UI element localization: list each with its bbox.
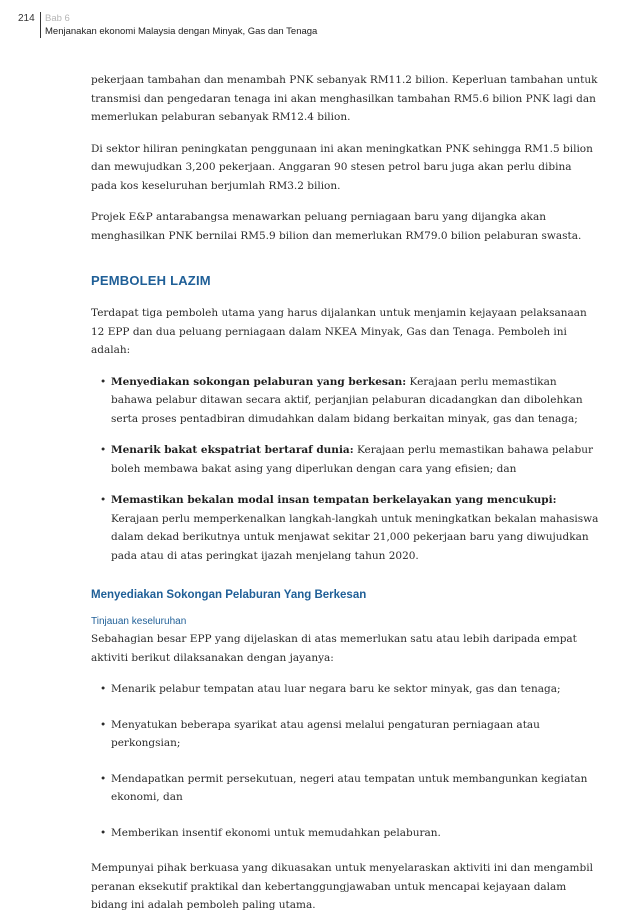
section-heading-pemboleh-lazim: PEMBOLEH LAZIM [91, 273, 211, 288]
paragraph-intro-1: pekerjaan tambahan dan menambah PNK sebanyak RM11.2 bilion. Keperluan tambahan untuk transmisi dan pengedaran tenaga ini akan menghasilkan tambahan RM5.6 bilion PNK lagi dan memerlukan pelaburan sebanyak RM12.4 bilion. [91, 74, 598, 123]
header-text [45, 12, 317, 38]
list-item [91, 491, 599, 565]
list-item [91, 441, 599, 478]
chapter-label: Bab 6 [45, 13, 70, 24]
activities-list [91, 680, 599, 842]
page-header [18, 12, 317, 38]
subheading-tinjauan: Tinjauan keseluruhan [91, 616, 187, 627]
list-item [91, 373, 599, 429]
bullet-text: Kerajaan perlu memperkenalkan langkah-langkah untuk meningkatkan bekalan mahasiswa dalam dekad berikutnya untuk menjawat sekitar 21,000 pekerjaan baru yang diwujudkan pada atau di atas peringkat ijazah menjelang tahun 2020. [111, 512, 599, 562]
list-item: • Menarik pelabur tempatan atau luar negara baru ke sektor minyak, gas dan tenaga; [91, 680, 599, 699]
bullet-bold-lead: Memastikan bekalan modal insan tempatan berkelayakan yang mencukupi: [111, 494, 557, 506]
bullet-text: Kerajaan perlu memastikan bahawa pelabur boleh membawa bakat asing yang diperlukan dengan cara yang efisien; dan [111, 444, 594, 475]
section2-closing: Mempunyai pihak berkuasa yang dikuasakan untuk menyelaraskan aktiviti ini dan mengambil peranan eksekutif praktikal dan kebertanggungjawaban untuk mencapai kejayaan dalam bidang ini adalah pemboleh paling utama. [91, 862, 593, 911]
list-item: • Mendapatkan permit persekutuan, negeri atau tempatan untuk membangunkan kegiatan ekonomi, dan [91, 770, 599, 807]
bullet-text: Kerajaan perlu memastikan bahawa pelabur ditawan secara aktif, perjanjian pelaburan dicadangkan dan dibolehkan serta proses pentadbiran dimudahkan dalam bidang berkaitan minyak, gas dan tenaga; [111, 375, 583, 425]
bullet-bold-lead: Menyediakan sokongan pelaburan yang berkesan: [111, 375, 407, 388]
list-item: • Memberikan insentif ekonomi untuk memudahkan pelaburan. [91, 824, 599, 843]
section-heading-sokongan-pelaburan: Menyediakan Sokongan Pelaburan Yang Berkesan [91, 589, 367, 601]
list-item: • Menyatukan beberapa syarikat atau agensi melalui pengaturan perniagaan atau perkongsian; [91, 716, 599, 753]
enablers-list [91, 373, 599, 566]
header-divider [40, 12, 41, 38]
bullet-bold-lead: Menarik bakat ekspatriat bertaraf dunia: [111, 444, 354, 456]
page-number: 214 [18, 13, 35, 24]
section1-intro: Terdapat tiga pemboleh utama yang harus dijalankan untuk menjamin kejayaan pelaksanaan 12 EPP dan dua peluang perniagaan dalam NKEA Minyak, Gas dan Tenaga. Pemboleh ini adalah: [91, 307, 587, 356]
paragraph-intro-2: Di sektor hiliran peningkatan penggunaan ini akan meningkatkan PNK sehingga RM1.5 bilion dan mewujudkan 3,200 pekerjaan. Anggaran 90 stesen petrol baru juga akan perlu dibina pada kos keseluruhan berjumlah RM3.2 bilion. [91, 142, 593, 192]
page-content [91, 71, 599, 915]
chapter-title: Menjanakan ekonomi Malaysia dengan Minyak, Gas dan Tenaga [45, 26, 318, 37]
section2-intro: Sebahagian besar EPP yang dijelaskan di atas memerlukan satu atau lebih daripada empat aktiviti berikut dilaksanakan dengan jayanya: [91, 633, 577, 664]
paragraph-intro-3: Projek E&P antarabangsa menawarkan peluang perniagaan baru yang dijangka akan menghasilkan PNK bernilai RM5.9 bilion dan memerlukan RM79.0 bilion pelaburan swasta. [91, 211, 582, 242]
